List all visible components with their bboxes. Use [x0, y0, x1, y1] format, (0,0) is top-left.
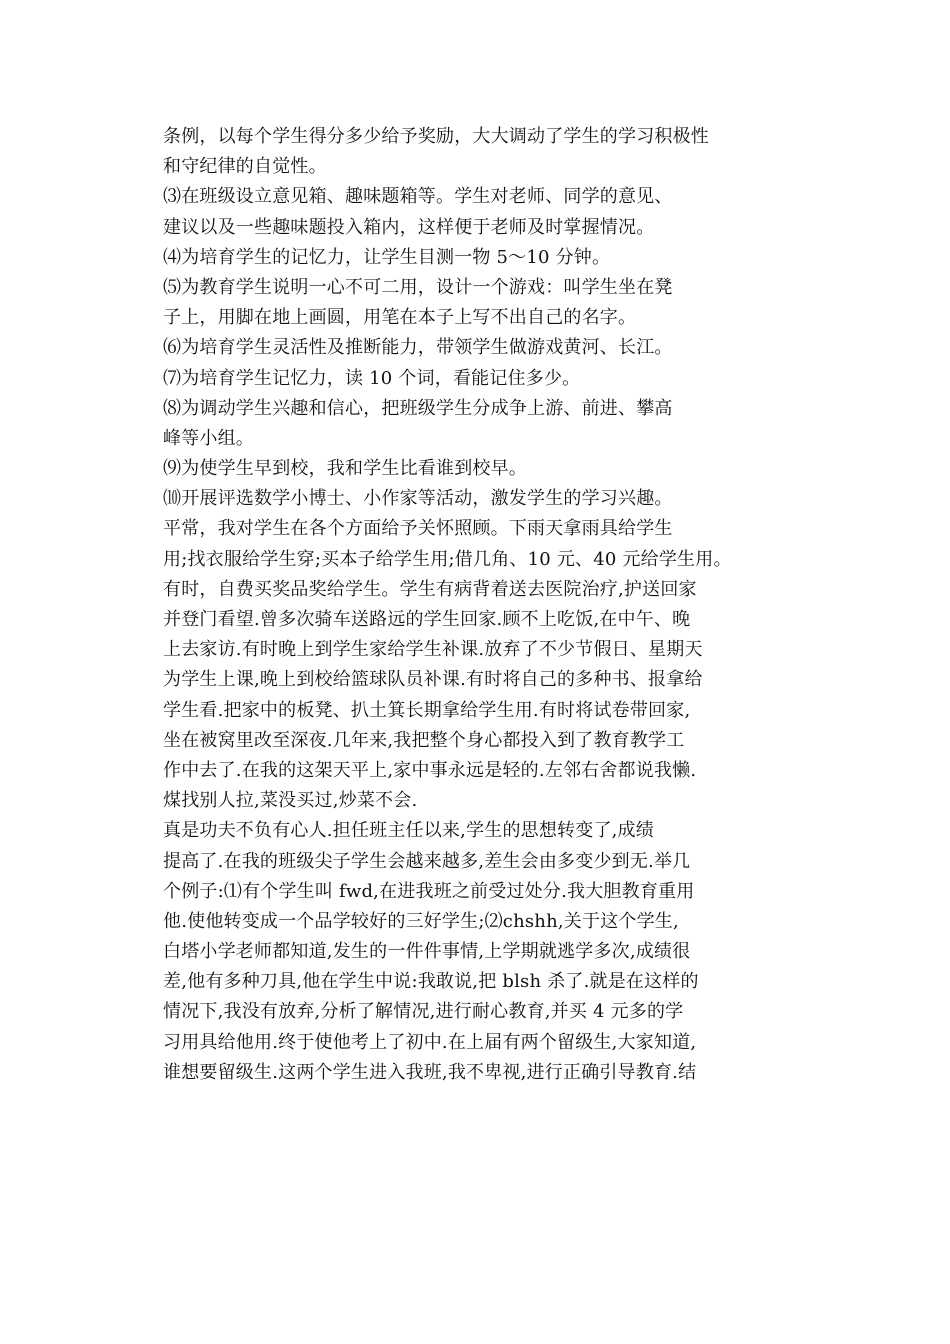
- text-line: 峰等小组。: [163, 427, 254, 449]
- text-line: 他.使他转变成一个品学较好的三好学生;⑵chshh,关于这个学生,: [163, 910, 679, 932]
- text-line: ⑸为教育学生说明一心不可二用，设计一个游戏：叫学生坐在凳: [163, 276, 673, 298]
- text-line: 坐在被窝里改至深夜.几年来,我把整个身心都投入到了教育教学工: [163, 729, 685, 751]
- text-line: ⑼为使学生早到校，我和学生比看谁到校早。: [163, 458, 527, 480]
- text-line: 学生看.把家中的板凳、扒土箕长期拿给学生用.有时将试卷带回家,: [163, 699, 691, 721]
- text-line: 真是功夫不负有心人.担任班主任以来,学生的思想转变了,成绩: [163, 820, 654, 842]
- text-line: ⑽开展评选数学小博士、小作家等活动，激发学生的学习兴趣。: [163, 488, 673, 510]
- text-line: 平常，我对学生在各个方面给予关怀照顾。下雨天拿雨具给学生: [163, 518, 673, 540]
- text-line: 建议以及一些趣味题投入箱内，这样便于老师及时掌握情况。: [163, 216, 655, 238]
- text-line: ⑹为培育学生灵活性及推断能力，带领学生做游戏黄河、长江。: [163, 337, 673, 359]
- text-line: 和守纪律的自觉性。: [163, 156, 327, 178]
- text-line: 为学生上课,晚上到校给篮球队员补课.有时将自己的多种书、报拿给: [163, 669, 703, 691]
- text-line: 子上，用脚在地上画圆，用笔在本子上写不出自己的名字。: [163, 307, 637, 329]
- text-line: 白塔小学老师都知道,发生的一件件事情,上学期就逃学多次,成绩很: [163, 941, 691, 963]
- text-line: ⑺为培育学生记忆力，读 10 个词，看能记住多少。: [163, 367, 581, 389]
- text-line: 并登门看望.曾多次骑车送路远的学生回家.顾不上吃饭,在中午、晚: [163, 609, 691, 630]
- text-line: 习用具给他用.终于使他考上了初中.在上届有两个留级生,大家知道,: [163, 1031, 697, 1053]
- text-line: 差,他有多种刀具,他在学生中说:我敢说,把 blsh 杀了.就是在这样的: [163, 971, 699, 993]
- text-line: 情况下,我没有放弃,分析了解情况,进行耐心教育,并买 4 元多的学: [163, 1001, 684, 1023]
- text-line: ⑷为培育学生的记忆力，让学生目测一物 5～10 分钟。: [163, 246, 611, 268]
- text-line: 提高了.在我的班级尖子学生会越来越多,差生会由多变少到无.举几: [163, 850, 691, 872]
- text-line: 条例，以每个学生得分多少给予奖励，大大调动了学生的学习积极性: [163, 126, 709, 147]
- text-line: 煤找别人拉,菜没买过,炒菜不会.: [163, 790, 418, 812]
- text-line: 谁想要留级生.这两个学生进入我班,我不卑视,进行正确引导教育.结: [163, 1061, 697, 1083]
- body-text: [163, 122, 943, 1088]
- text-line: 个例子:⑴有个学生叫 fwd,在进我班之前受过处分.我大胆教育重用: [163, 880, 695, 902]
- text-line: 用;找衣服给学生穿;买本子给学生用;借几角、10 元、40 元给学生用。: [163, 548, 732, 570]
- text-line: ⑻为调动学生兴趣和信心，把班级学生分成争上游、前进、攀高: [163, 397, 673, 419]
- text-line: 作中去了.在我的这架天平上,家中事永远是轻的.左邻右舍都说我懒.: [163, 759, 697, 781]
- text-line: 上去家访.有时晚上到学生家给学生补课.放弃了不少节假日、星期天: [163, 639, 703, 661]
- text-line: 有时，自费买奖品奖给学生。学生有病背着送去医院治疗,护送回家: [163, 578, 697, 600]
- text-line: ⑶在班级设立意见箱、趣味题箱等。学生对老师、同学的意见、: [163, 186, 673, 208]
